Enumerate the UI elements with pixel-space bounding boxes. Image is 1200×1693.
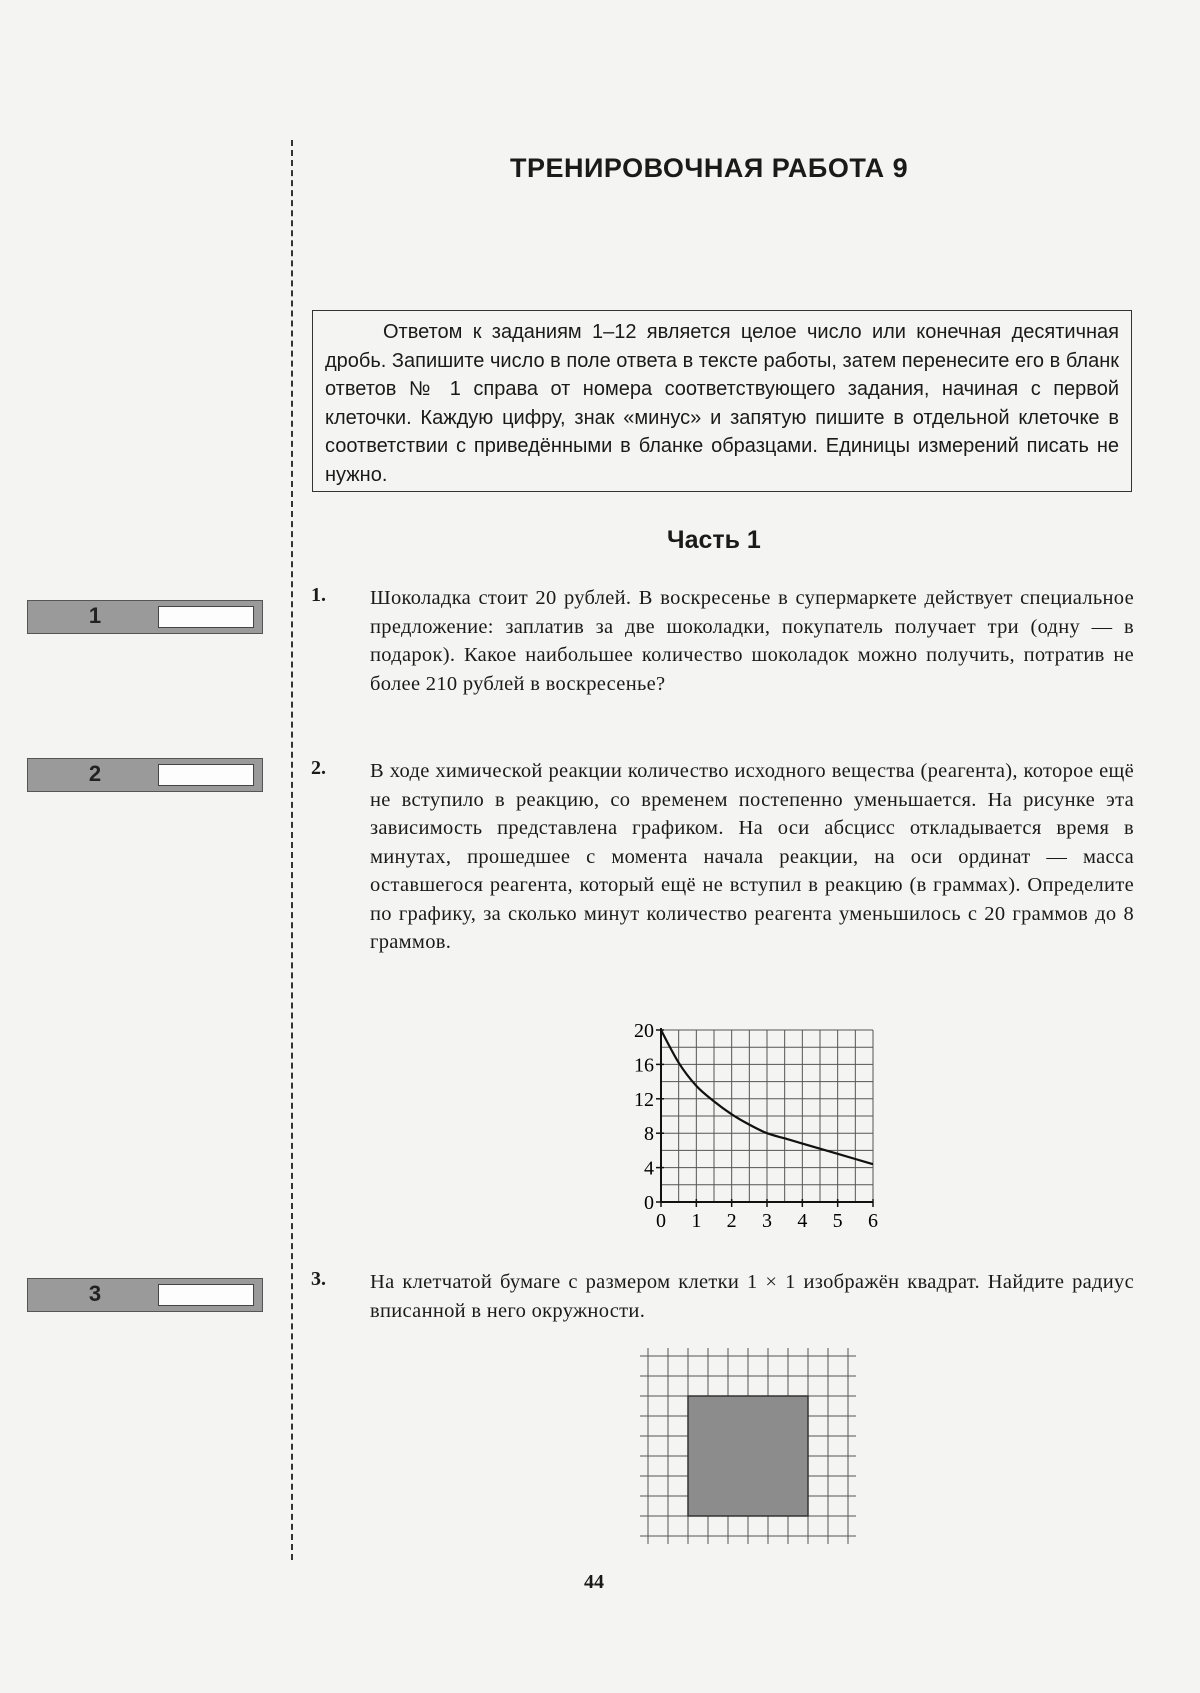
x-tick-label: 1 xyxy=(691,1210,702,1232)
x-tick-label: 4 xyxy=(797,1210,808,1232)
page-number: 44 xyxy=(584,1571,604,1593)
answer-field-1[interactable] xyxy=(158,606,254,628)
page-title: ТРЕНИРОВОЧНАЯ РАБОТА 9 xyxy=(510,153,909,183)
chart-y-tick-labels xyxy=(634,1020,654,1214)
instructions-box xyxy=(312,310,1132,492)
instructions-text: Ответом к заданиям 1–12 является целое число или конечная десятичная дробь. Запишите число в поле ответа в тексте работы, затем перенесите его в бланк ответов № 1 справа от номера соответствующего задания, начиная с первой клеточки. Каждую цифру, знак «минус» и запятую пишите в отдельной клеточке в соответствии с приведёнными в бланке образцами. Единицы измерений писать не нужно. xyxy=(325,321,1119,486)
x-tick-label: 0 xyxy=(656,1210,666,1232)
x-tick-label: 6 xyxy=(868,1210,878,1232)
x-tick-label: 3 xyxy=(762,1210,772,1232)
chart-grid xyxy=(661,1030,873,1202)
question-number-3: 3. xyxy=(311,1268,326,1290)
x-tick-label: 2 xyxy=(726,1210,737,1232)
y-tick-label: 0 xyxy=(644,1192,654,1214)
question-number-2: 2. xyxy=(311,757,326,779)
chart-axes xyxy=(656,1028,873,1207)
chart-x-tick-labels xyxy=(656,1210,878,1232)
x-tick-label: 5 xyxy=(832,1210,843,1232)
answer-box-number: 2 xyxy=(88,761,102,786)
shaded-square xyxy=(688,1396,808,1516)
question-text-3: На клетчатой бумаге с размером клетки 1 × 1 изображён квадрат. Найдите радиус вписанной в него окружности. xyxy=(370,1271,1134,1322)
answer-field-3[interactable] xyxy=(158,1284,254,1306)
question-text-2: В ходе химической реакции количество исходного вещества (реагента), которое ещё не вступило в реакцию, со временем постепенно уменьшается. На рисунке эта зависимость представлена графиком. На оси абсцисс откладывается время в минутах, прошедшее с момента начала реакции, на оси ординат — масса оставшегося реагента, который ещё не вступил в реакцию (в граммах). Определите по графику, за сколько минут количество реагента уменьшилось с 20 граммов до 8 граммов. xyxy=(370,760,1134,953)
answer-box-2 xyxy=(27,758,263,792)
y-tick-label: 12 xyxy=(634,1088,654,1111)
part-title: Часть 1 xyxy=(667,526,761,554)
cut-line xyxy=(291,140,293,1560)
answer-box-1 xyxy=(27,600,263,634)
answer-box-number: 3 xyxy=(88,1281,102,1306)
reaction-chart xyxy=(600,1010,890,1240)
y-tick-label: 16 xyxy=(634,1054,654,1077)
y-tick-label: 20 xyxy=(634,1020,654,1042)
grid-square-figure xyxy=(640,1348,860,1558)
question-text-1: Шоколадка стоит 20 рублей. В воскресенье в супермаркете действует специальное предложение: заплатив за две шоколадки, покупатель получает три (одну — в подарок). Какое наибольшее количество шоколадок можно получить, потратив не более 210 рублей в воскресенье? xyxy=(370,587,1134,695)
y-tick-label: 4 xyxy=(644,1157,654,1180)
answer-box-number: 1 xyxy=(88,603,102,628)
y-tick-label: 8 xyxy=(644,1123,654,1146)
answer-box-3 xyxy=(27,1278,263,1312)
answer-field-2[interactable] xyxy=(158,764,254,786)
question-number-1: 1. xyxy=(311,584,326,606)
